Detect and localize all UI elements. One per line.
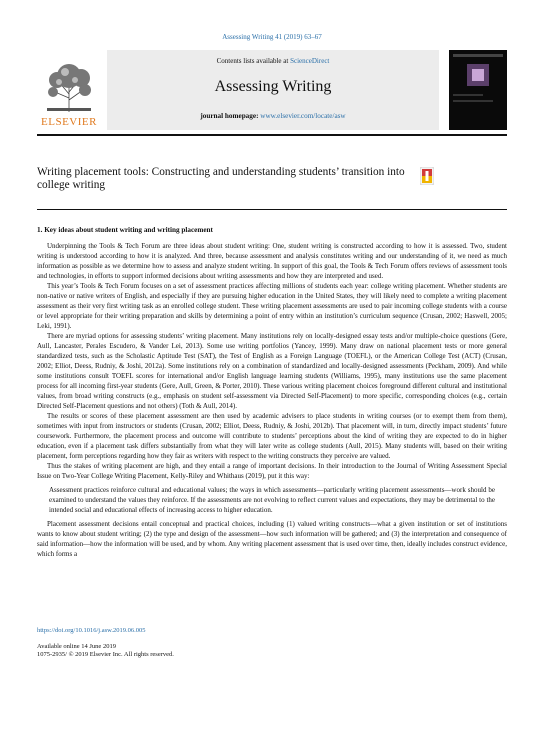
paragraph-2: This year’s Tools & Tech Forum focuses on a set of assessment practices affecting millions of students each year: college writing placement. Whether students are non-native or native writers of English, and especially if they are pursuing higher education in the United States, they will likely need to complete a writing placement assessment as their very first writing task as an enrolled college student. These writing placement assessments are used to pair incoming college students with a course or level appropriate for their writing preparation and skills by determining a point of entry within an institution’s curriculum sequence (Crusan, 2002; Haswell, 2005; Leki, 1991). xyxy=(37,282,507,330)
header-rule xyxy=(37,134,507,136)
journal-banner xyxy=(107,50,439,130)
homepage-prefix: journal homepage: xyxy=(200,112,261,120)
doi-link[interactable]: https://doi.org/10.1016/j.asw.2019.06.005 xyxy=(37,627,146,634)
paragraph-3: There are myriad options for assessing students’ writing placement. Many institutions rely on locally-designed essay tests and/or multiple-choice questions (Gere, Aull, Lancaster, Perales Escudero, & Vander Lei, 2013). Some use writing portfolios (Yancey, 1999). Many draw on national placement tests or more general standardized tests, such as the Scholastic Aptitude Test (SAT), the Test of English as a Foreign Language (TOEFL), or the American College Test (ACT) (Crusan, 2002; Elliot, Deess, Rudniy, & Joshi, 2012a). Some institutions rely on a combination of standardized and locally-designed assessments (Peckham, 2009). And while some institutions consult TOEFL scores for international and/or English language learning students (Williams, 1995), many institutions use the same placement process for all incoming first-year students (Gere, Aull, Green, & Porter, 2010). These various writing placement choices foreground different cultural and institutional values, from broad writing constructs (e.g., emphasis on student self-assessment via Directed Self-Placement) to more specific, corresponding choices (e.g., certain Directed Self-Placement questions and not others) (Toth & Aull, 2014). xyxy=(37,332,507,410)
journal-homepage xyxy=(107,112,439,120)
homepage-link[interactable]: www.elsevier.com/locate/asw xyxy=(260,112,346,120)
copyright-line: 1075-2935/ © 2019 Elsevier Inc. All rights reserved. xyxy=(37,651,174,658)
available-online: Available online 14 June 2019 xyxy=(37,642,116,650)
paragraph-6: Placement assessment decisions entail conceptual and practical choices, including (1) valued writing constructs—what a given institution or set of institutions wants to know about student writing; (2) the type and design of the assessment—how such information will be gathered; and (3) the interpretation and consequence of said information—how the information will be used, and by whom. Any writing placement assessment that is used over time, then, ideally includes construct evidence, which forms a xyxy=(37,520,507,558)
contents-line xyxy=(107,57,439,65)
block-quote: Assessment practices reinforce cultural and educational values; the ways in which assessments—particularly writing placement assessments—work should be examined to understand the values they reinforce. If the assessments are not evolving to reflect current values and expectations, they may be detrimental to the intended social and educational effects of increasing access to higher education. xyxy=(49,486,495,514)
article-title: Writing placement tools: Constructing and understanding students’ transition into college writing xyxy=(37,166,405,191)
section-heading: 1. Key ideas about student writing and writing placement xyxy=(37,226,213,234)
journal-cover-thumbnail-icon[interactable] xyxy=(449,50,507,130)
journal-citation[interactable]: Assessing Writing 41 (2019) 63–67 xyxy=(222,33,322,41)
title-rule xyxy=(37,209,507,210)
publisher-name: ELSEVIER xyxy=(41,116,97,128)
paragraph-4: The results or scores of these placement assessment are then used by academic advisers to place students in writing courses (or to exempt them from them), sometimes with input from instructors or students (Crusan, 2002; Elliot, Deess, Rudniy, & Joshi, 2012b). That placement will, in turn, directly impact students’ future coursework. Furthermore, the placement process and outcome will contribute to students’ perceptions about the kind of writing they are expected to do in higher education, even if a placement task differs substantially from what they will later write as college students (Aull, 2015). Many students will, based on their writing placement, form perceptions regarding how they fair as writers with respect to the writing constructs they perceive are valued. xyxy=(37,412,507,460)
paragraph-1: Underpinning the Tools & Tech Forum are three ideas about student writing: One, student writing is constructed according to how it is assessed. Two, student writing is understood according to how it is analyzed. And three, because assessment and analysis constitutes writing and our understanding of it, we need as much information as possible as we determine how to assess and analyze student writing. In support of this goal, the Tools & Tech Forum offers reviews of assessment tools and technologies, in efforts to support informed decisions about writing assessments and how they are interpreted and used. xyxy=(37,242,507,280)
contents-prefix: Contents lists available at xyxy=(216,57,291,65)
journal-title: Assessing Writing xyxy=(214,78,332,95)
paragraph-5: Thus the stakes of writing placement are high, and they entail a range of important decisions. In their introduction to the Journal of Writing Assessment Special Issue on Two-Year College Writing Placement, Kelly-Riley and Whithaus (2019), put it this way: xyxy=(37,462,507,480)
journal-header xyxy=(37,50,507,132)
sciencedirect-link[interactable]: ScienceDirect xyxy=(290,57,330,65)
crossmark-icon[interactable] xyxy=(420,167,434,185)
elsevier-logo xyxy=(37,54,101,130)
article-footer xyxy=(37,627,507,660)
elsevier-tree-logo-icon xyxy=(41,58,97,114)
article-body xyxy=(37,241,507,559)
